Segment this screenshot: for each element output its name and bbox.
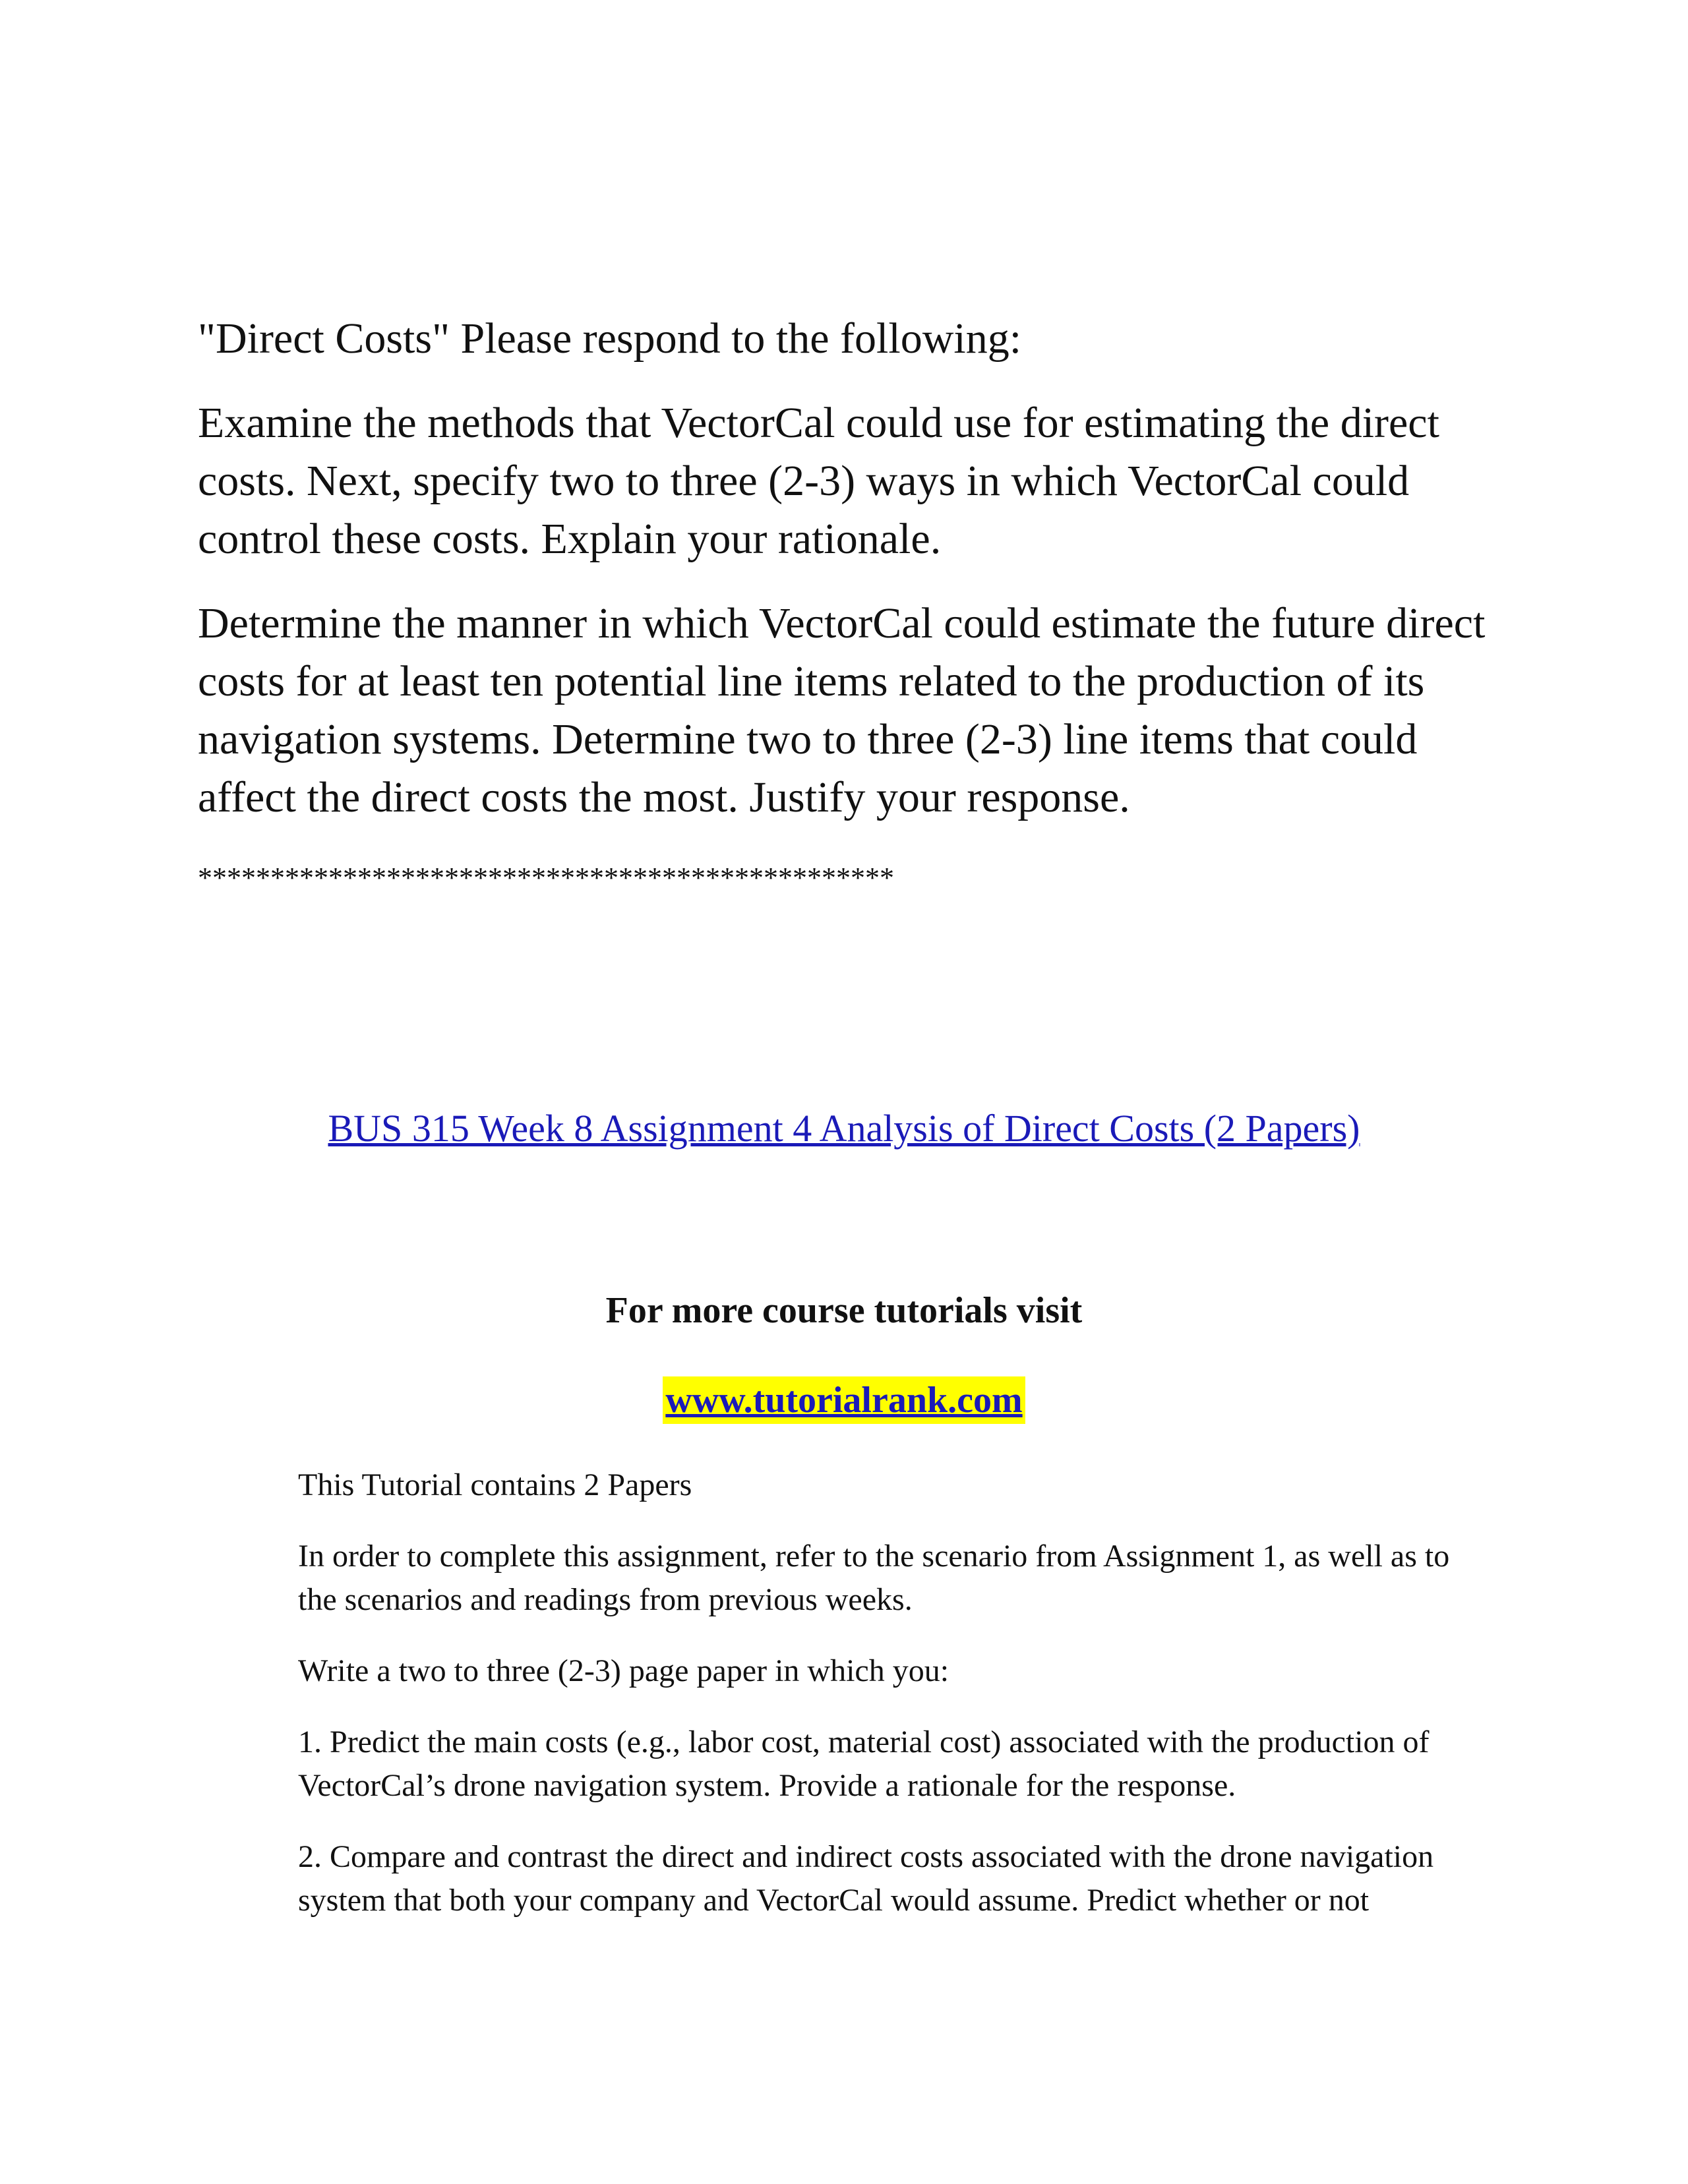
tutorial-instructions: In order to complete this assignment, refer to the scenario from Assignment 1, as well as to the scenarios and readings from previous weeks. bbox=[298, 1539, 1450, 1617]
discussion-prompt bbox=[198, 310, 1517, 853]
tutorial-task-intro: Write a two to three (2-3) page paper in which you: bbox=[298, 1653, 950, 1688]
tutorial-contains: This Tutorial contains 2 Papers bbox=[298, 1467, 692, 1502]
tutorial-item-1: 1. Predict the main costs (e.g., labor cost, material cost) associated with the production of VectorCal’s drone navigation system. Provide a rationale for the response. bbox=[298, 1725, 1430, 1803]
tutorial-item-2: 2. Compare and contrast the direct and indirect costs associated with the drone navigation system that both your company and VectorCal would assume. Predict whether or not bbox=[298, 1839, 1434, 1918]
separator-stars: ************************************************ bbox=[198, 862, 894, 894]
tutorial-description bbox=[298, 1463, 1485, 1950]
website-link-wrapper bbox=[0, 1376, 1688, 1424]
promo-heading: For more course tutorials visit bbox=[605, 1290, 1083, 1331]
course-assignment-link[interactable]: BUS 315 Week 8 Assignment 4 Analysis of Direct Costs (2 Papers) bbox=[328, 1107, 1360, 1150]
prompt-paragraph-2: Determine the manner in which VectorCal could estimate the future direct costs for at least ten potential line items related to the production of its navigation systems. Determine two to three (2-3) line items that could affect the direct costs the most. Justify your response. bbox=[198, 599, 1486, 821]
prompt-heading: "Direct Costs" Please respond to the following: bbox=[198, 314, 1022, 363]
website-link[interactable]: www.tutorialrank.com bbox=[663, 1376, 1025, 1424]
prompt-paragraph-1: Examine the methods that VectorCal could use for estimating the direct costs. Next, specify two to three (2-3) ways in which VectorCal could control these costs. Explain your rationale. bbox=[198, 399, 1439, 563]
